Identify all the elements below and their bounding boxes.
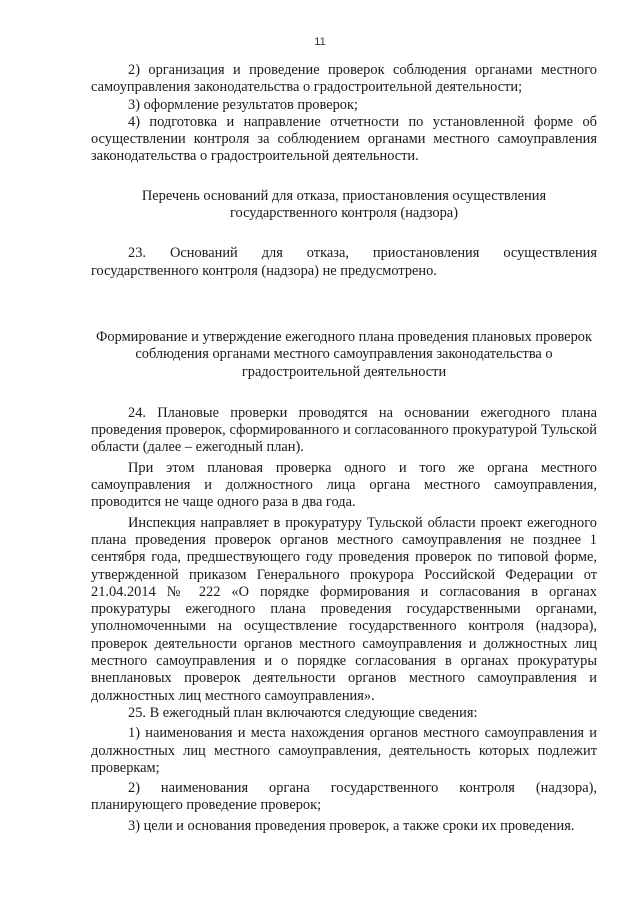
paragraph-25-item-1: 1) наименования и места нахождения органов местного самоуправления и должностных лиц местного самоуправления, деятельность которых подлежит проверкам; bbox=[91, 725, 597, 776]
paragraph-24-frequency: При этом плановая проверка одного и того же органа местного самоуправления и должностного лица органа местного самоуправления, проводится не чаще одного раза в два года. bbox=[91, 459, 597, 511]
page-number: 11 bbox=[314, 36, 326, 48]
document-body bbox=[91, 62, 597, 835]
list-item-3: 3) оформление результатов проверок; bbox=[128, 96, 358, 113]
paragraph-25: 25. В ежегодный план включаются следующие сведения: bbox=[128, 704, 478, 721]
list-item-2: 2) организация и проведение проверок соблюдения органами местного самоуправления законодательства о градостроительной деятельности; bbox=[91, 62, 597, 96]
paragraph-23: 23. Оснований для отказа, приостановления осуществления государственного контроля (надзора) не предусмотрено. bbox=[91, 245, 597, 279]
section-heading-annual-plan: Формирование и утверждение ежегодного плана проведения плановых проверок соблюдения органами местного самоуправления законодательства о градостроительной деятельности bbox=[96, 328, 592, 380]
section-heading-refusal: Перечень оснований для отказа, приостановления осуществления государственного контроля (надзора) bbox=[141, 187, 547, 222]
paragraph-24: 24. Плановые проверки проводятся на основании ежегодного плана проведения проверок, сформированного и согласованного прокуратурой Тульской области (далее – ежегодный план). bbox=[91, 404, 597, 456]
list-item-4: 4) подготовка и направление отчетности по установленной форме об осуществлении контроля за соблюдением органами местного самоуправления законодательства о градостроительной деятельности. bbox=[91, 113, 597, 165]
paragraph-25-item-2: 2) наименования органа государственного контроля (надзора), планирующего проведение проверок; bbox=[91, 780, 597, 814]
paragraph-25-item-3: 3) цели и основания проведения проверок, а также сроки их проведения. bbox=[128, 817, 575, 834]
paragraph-24-inspection: Инспекция направляет в прокуратуру Тульской области проект ежегодного плана проведения проверок органов местного самоуправления не позднее 1 сентября года, предшествующего году проведения проверок по типовой форме, утвержденной приказом Генерального прокурора Российской Федерации от 21.04.2014 № 222 «О порядке формирования и согласования в органах прокуратуры ежегодного плана проведения государственными органами, уполномоченными на осуществление государственного контроля (надзора), проверок деятельности органов местного самоуправления и должностных лиц местного самоуправления и о порядке согласования в органах прокуратуры внеплановых проверок деятельности органов местного самоуправления и должностных лиц местного самоуправления». bbox=[91, 514, 597, 704]
